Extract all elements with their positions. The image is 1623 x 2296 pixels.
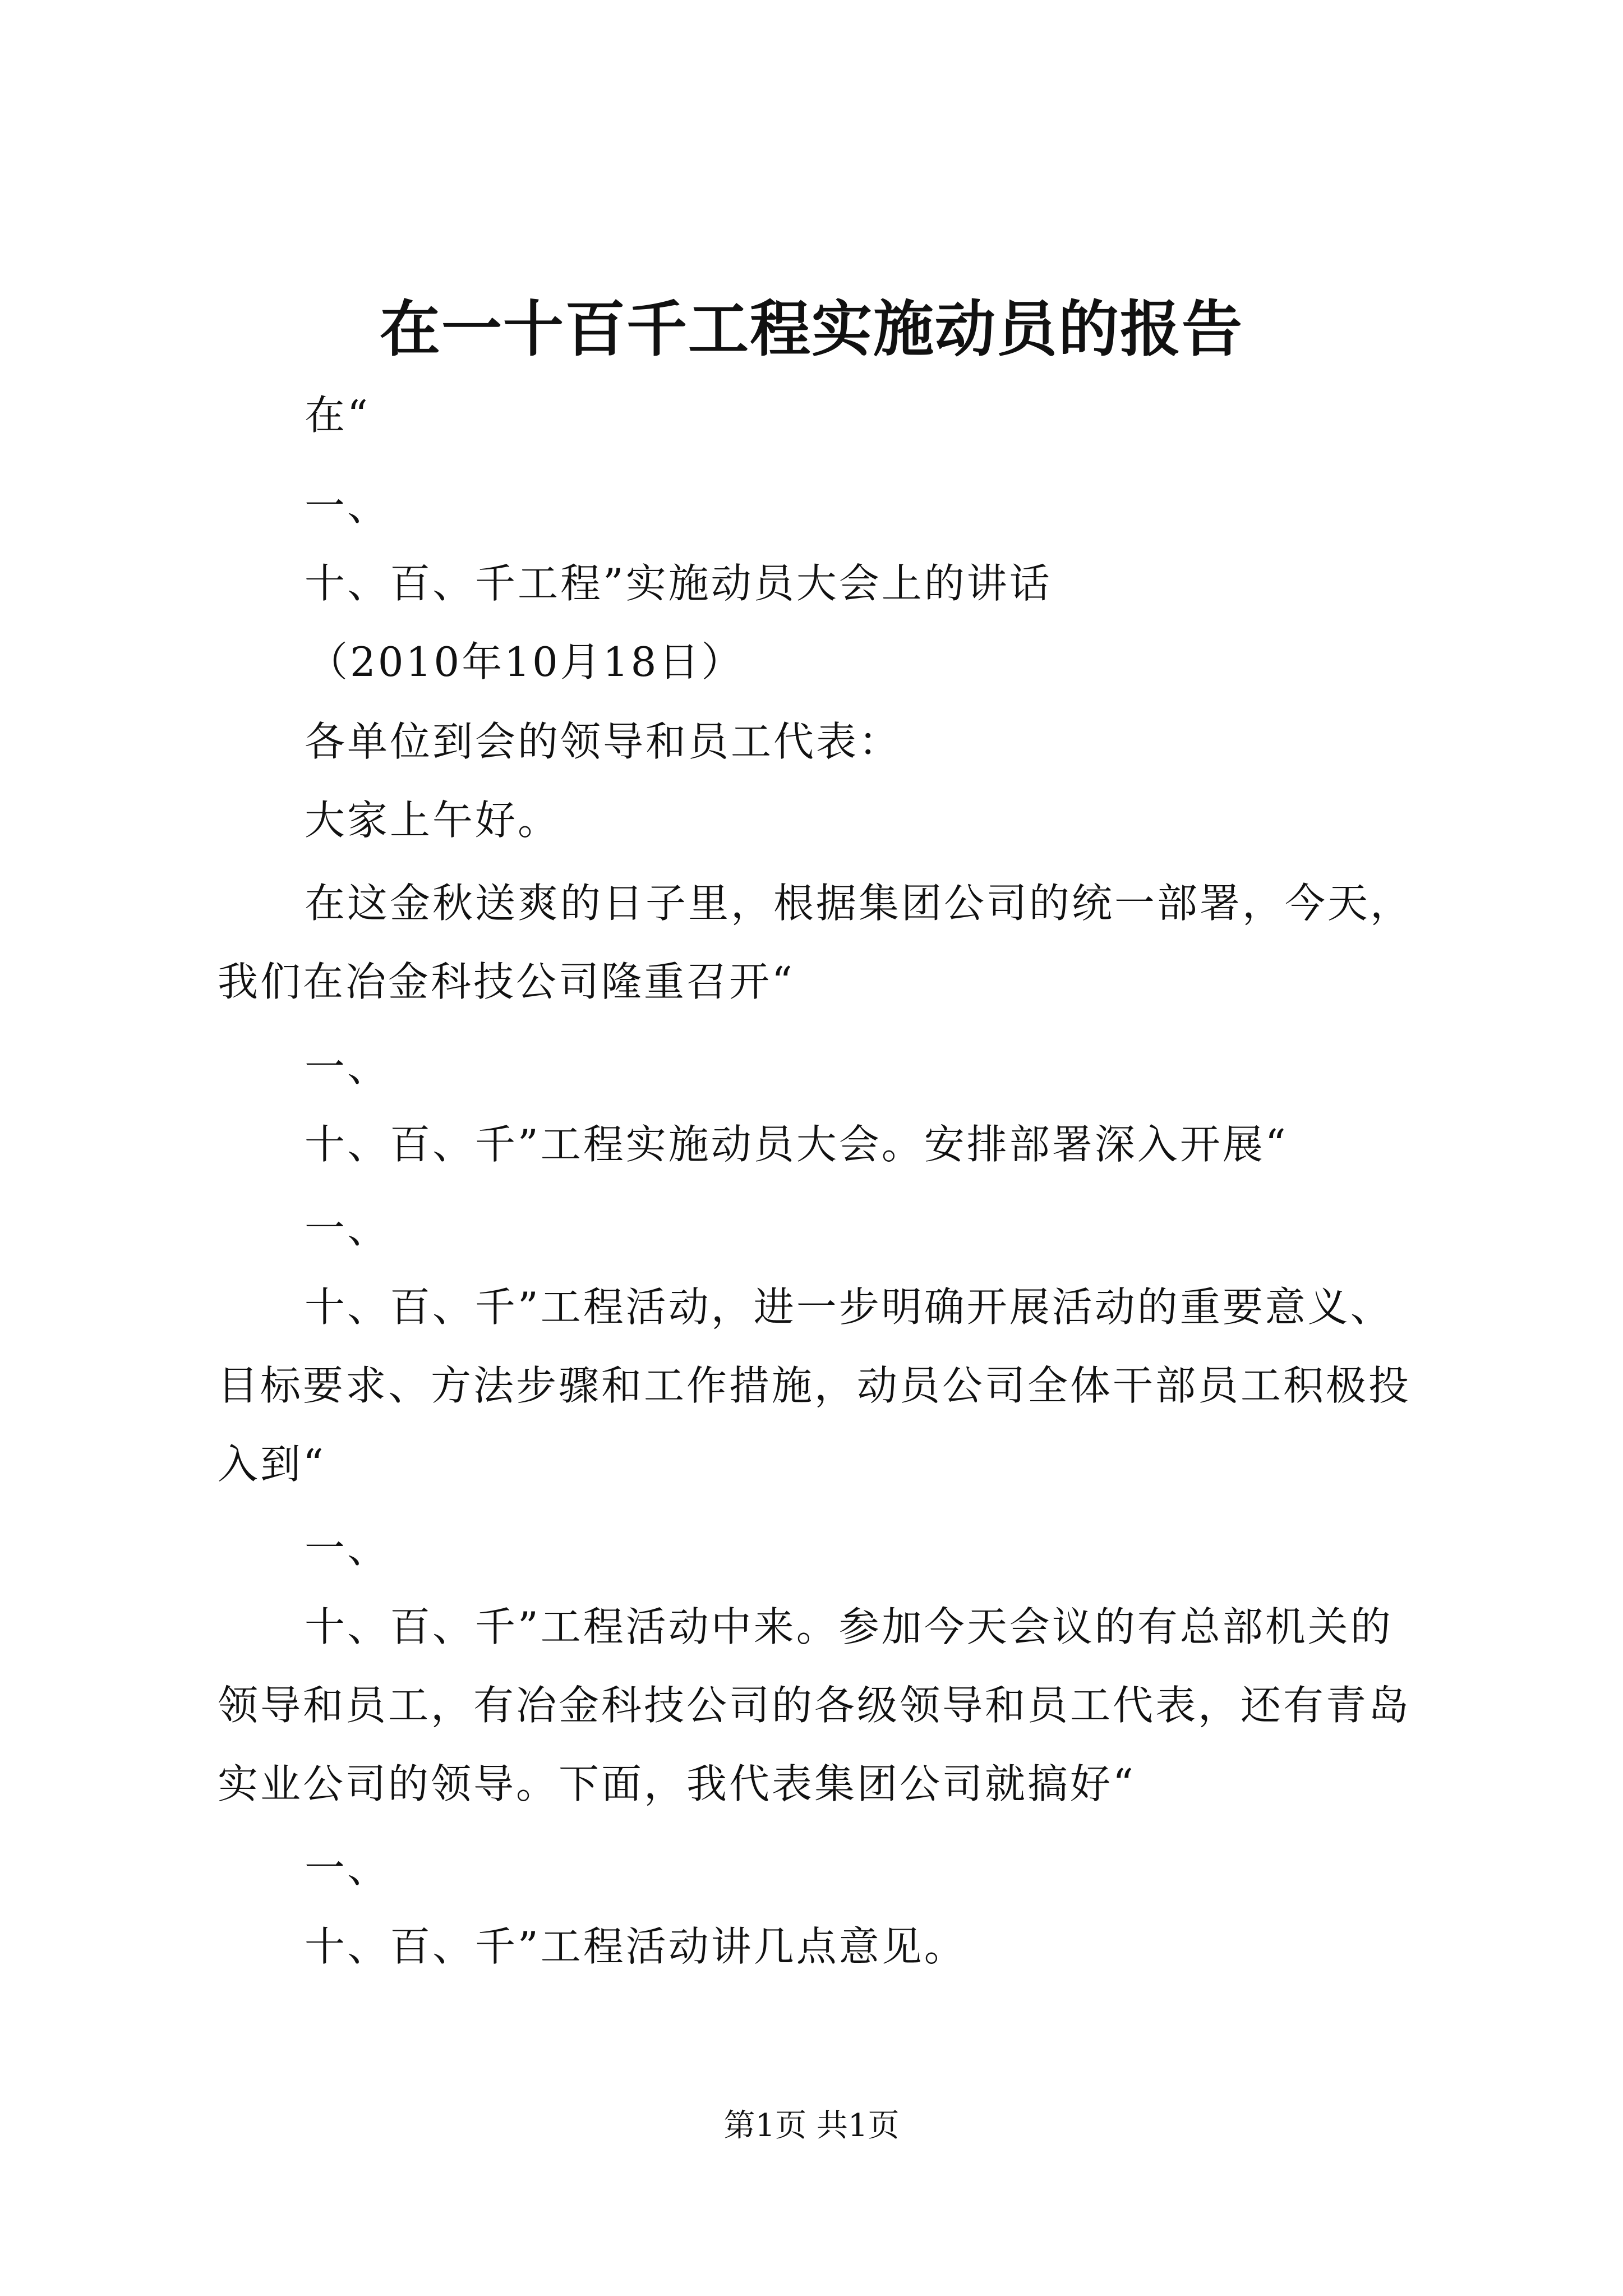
paragraph-line: 领导和员工，有冶金科技公司的各级领导和员工代表，还有青岛 xyxy=(218,1682,1412,1729)
paragraph-line: 十、百、千”工程实施动员大会。安排部署深入开展“ xyxy=(305,1121,1288,1168)
paragraph-line: （2010年10月18日） xyxy=(307,638,744,685)
paragraph-line: 在这金秋送爽的日子里，根据集团公司的统一部署，今天， xyxy=(305,880,1413,927)
paragraph-line: 在“ xyxy=(305,392,370,439)
paragraph-line: 各单位到会的领导和员工代表： xyxy=(305,718,902,765)
paragraph-line: 十、百、千工程”实施动员大会上的讲话 xyxy=(305,560,1052,607)
paragraph-line: 入到“ xyxy=(218,1441,326,1488)
paragraph-line: 一、 xyxy=(305,482,390,530)
paragraph-line: 十、百、千”工程活动，进一步明确开展活动的重要意义、 xyxy=(305,1283,1393,1331)
document-title: 在一十百千工程实施动员的报告 xyxy=(379,294,1243,365)
paragraph-line: 我们在冶金科技公司隆重召开“ xyxy=(218,958,795,1005)
page-footer: 第1页 共1页 xyxy=(723,2108,900,2144)
paragraph-line: 一、 xyxy=(305,1043,390,1091)
paragraph-line: 大家上午好。 xyxy=(305,797,561,844)
paragraph-line: 实业公司的领导。下面，我代表集团公司就搞好“ xyxy=(218,1760,1136,1807)
paragraph-line: 一、 xyxy=(305,1205,390,1252)
paragraph-line: 一、 xyxy=(305,1525,390,1572)
paragraph-line: 十、百、千”工程活动中来。参加今天会议的有总部机关的 xyxy=(305,1603,1393,1650)
paragraph-line: 目标要求、方法步骤和工作措施，动员公司全体干部员工积极投 xyxy=(218,1362,1412,1409)
paragraph-line: 一、 xyxy=(305,1844,390,1892)
paragraph-line: 十、百、千”工程活动讲几点意见。 xyxy=(305,1923,967,1970)
